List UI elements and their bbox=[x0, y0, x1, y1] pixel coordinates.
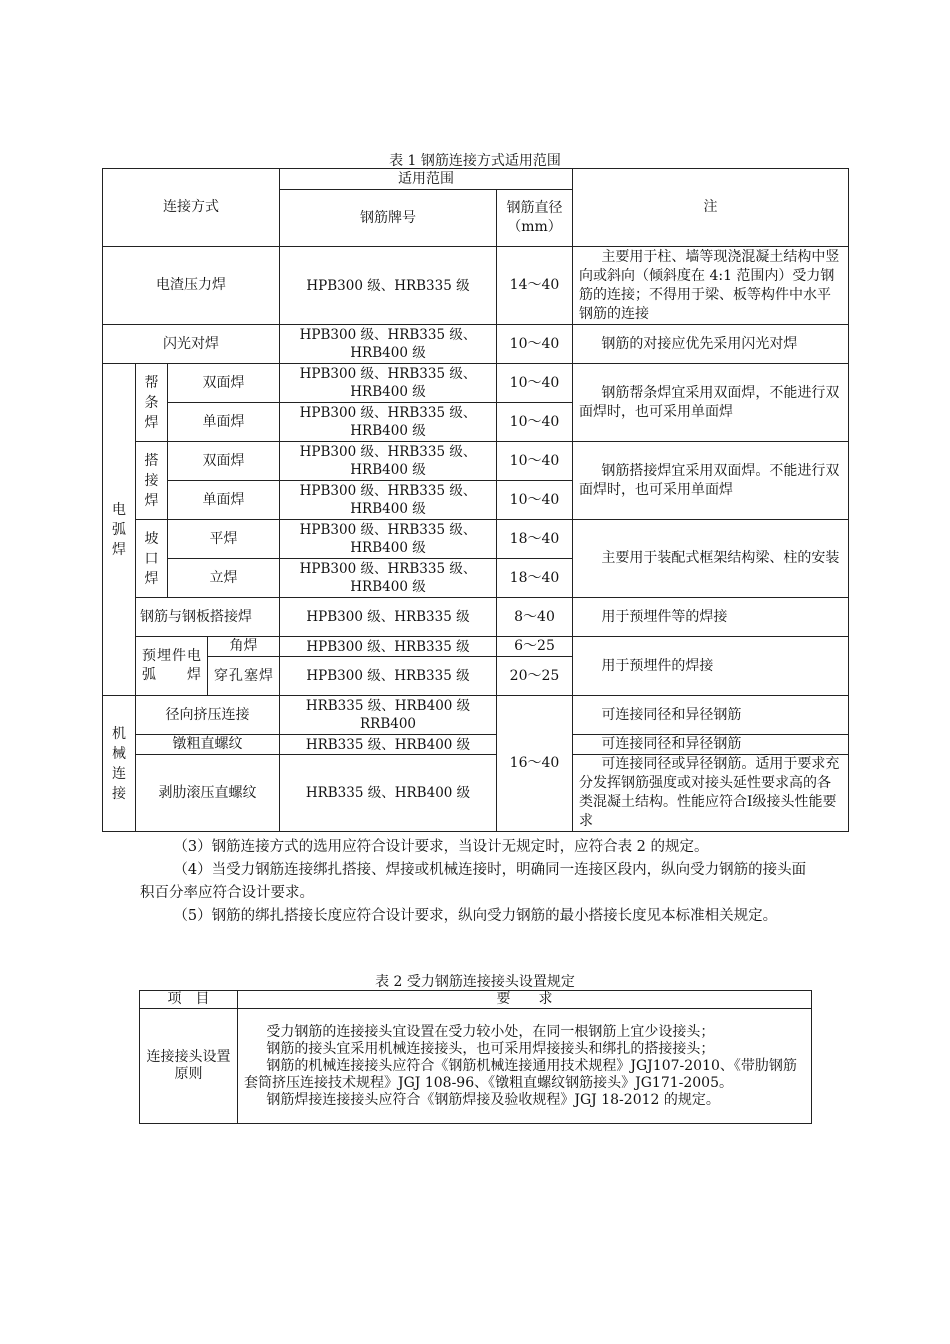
mech-dia: 16～40 bbox=[497, 696, 573, 832]
t2-header-req: 要 求 bbox=[238, 991, 812, 1009]
header-method: 连接方式 bbox=[103, 169, 280, 247]
embedded-fillet-dia: 6～25 bbox=[497, 637, 573, 657]
paragraphs bbox=[140, 836, 810, 928]
plate-grade: HPB300 级、HRB335 级 bbox=[280, 598, 497, 637]
joint-setting-table bbox=[139, 990, 812, 1124]
row-flash-grade: HPB300 级、HRB335 级、HRB400 级 bbox=[280, 325, 497, 364]
groove-flat-grade: HPB300 级、HRB335 级、HRB400 级 bbox=[280, 520, 497, 559]
row-electroslag-note: 主要用于柱、墙等现浇混凝土结构中竖向或斜向（倾斜度在 4:1 范围内）受力钢筋的连接；不得用于梁、板等构件中水平钢筋的连接 bbox=[573, 247, 849, 325]
rolled-grade: HRB335 级、HRB400 级 bbox=[280, 755, 497, 832]
lap-double-grade: HPB300 级、HRB335 级、HRB400 级 bbox=[280, 442, 497, 481]
helper-single-grade: HPB300 级、HRB335 级、HRB400 级 bbox=[280, 403, 497, 442]
t2-req-line-3: 钢筋的机械连接接头应符合《钢筋机械连接通用技术规程》JGJ107-2010、《带肋钢筋套筒挤压连接技术规程》JGJ 108-96、《镦粗直螺纹钢筋接头》JG171-2005。 bbox=[244, 1057, 797, 1091]
groove-flat: 平焊 bbox=[168, 520, 280, 559]
connection-methods-table bbox=[102, 168, 849, 832]
embedded-note: 用于预埋件的焊接 bbox=[573, 637, 849, 696]
t2-req-line-2: 钢筋的接头宜采用机械连接接头，也可采用焊接接头和绑扎的搭接接头； bbox=[266, 1040, 715, 1057]
helper-double-grade: HPB300 级、HRB335 级、HRB400 级 bbox=[280, 364, 497, 403]
embedded-fillet: 角焊 bbox=[208, 637, 280, 657]
helper-double-dia: 10～40 bbox=[497, 364, 573, 403]
lap-double-dia: 10～40 bbox=[497, 442, 573, 481]
rolled-label: 剥肋滚压直螺纹 bbox=[136, 755, 280, 832]
helper-single-dia: 10～40 bbox=[497, 403, 573, 442]
table1-caption: 表 1 钢筋连接方式适用范围 bbox=[389, 153, 561, 169]
t2-item: 连接接头设置原则 bbox=[140, 1009, 238, 1124]
helper-note: 钢筋帮条焊宜采用双面焊，不能进行双面焊时，也可采用单面焊 bbox=[573, 364, 849, 442]
header-grade: 钢筋牌号 bbox=[280, 190, 497, 247]
lap-single-dia: 10～40 bbox=[497, 481, 573, 520]
group-groove-label: 坡口焊 bbox=[136, 520, 168, 598]
t2-requirements bbox=[238, 1009, 812, 1124]
groove-flat-dia: 18～40 bbox=[497, 520, 573, 559]
groove-vertical: 立焊 bbox=[168, 559, 280, 598]
plate-note: 用于预埋件等的焊接 bbox=[573, 598, 849, 637]
lap-note: 钢筋搭接焊宜采用双面焊。不能进行双面焊时，也可采用单面焊 bbox=[573, 442, 849, 520]
upset-grade: HRB335 级、HRB400 级 bbox=[280, 735, 497, 755]
group-helper-label: 帮条焊 bbox=[136, 364, 168, 442]
embedded-label: 预埋件电弧焊 bbox=[136, 637, 208, 696]
plate-dia: 8～40 bbox=[497, 598, 573, 637]
groove-vertical-dia: 18～40 bbox=[497, 559, 573, 598]
paragraph-4: （4）当受力钢筋连接绑扎搭接、焊接或机械连接时，明确同一连接区段内，纵向受力钢筋的接头面积百分率应符合设计要求。 bbox=[140, 862, 807, 901]
row-flash-note: 钢筋的对接应优先采用闪光对焊 bbox=[573, 325, 849, 364]
embedded-plug-grade: HPB300 级、HRB335 级 bbox=[280, 657, 497, 696]
group-arc-label: 电弧焊 bbox=[103, 364, 136, 696]
helper-double: 双面焊 bbox=[168, 364, 280, 403]
table2-caption: 表 2 受力钢筋连接接头设置规定 bbox=[375, 974, 575, 990]
groove-note: 主要用于装配式框架结构梁、柱的安装 bbox=[573, 520, 849, 598]
rolled-note: 可连接同径或异径钢筋。适用于要求充分发挥钢筋强度或对接头延性要求高的各类混凝土结构。性能应符合Ⅰ级接头性能要求 bbox=[573, 755, 849, 832]
row-flash-label: 闪光对焊 bbox=[103, 325, 280, 364]
group-lap-label: 搭接焊 bbox=[136, 442, 168, 520]
t2-header-item: 项 目 bbox=[140, 991, 238, 1009]
t2-req-line-4: 钢筋焊接连接接头应符合《钢筋焊接及验收规程》JGJ 18-2012 的规定。 bbox=[266, 1091, 720, 1108]
embedded-plug: 穿孔塞焊 bbox=[208, 657, 280, 696]
helper-single: 单面焊 bbox=[168, 403, 280, 442]
upset-label: 镦粗直螺纹 bbox=[136, 735, 280, 755]
lap-double: 双面焊 bbox=[168, 442, 280, 481]
row-electroslag-grade: HPB300 级、HRB335 级 bbox=[280, 247, 497, 325]
row-electroslag-dia: 14～40 bbox=[497, 247, 573, 325]
embedded-plug-dia: 20～25 bbox=[497, 657, 573, 696]
lap-single: 单面焊 bbox=[168, 481, 280, 520]
radial-label: 径向挤压连接 bbox=[136, 696, 280, 735]
header-diameter: 钢筋直径（mm） bbox=[497, 190, 573, 247]
lap-single-grade: HPB300 级、HRB335 级、HRB400 级 bbox=[280, 481, 497, 520]
upset-note: 可连接同径和异径钢筋 bbox=[573, 735, 849, 755]
header-scope: 适用范围 bbox=[280, 169, 573, 190]
radial-note: 可连接同径和异径钢筋 bbox=[573, 696, 849, 735]
radial-grade: HRB335 级、HRB400 级 RRB400 bbox=[280, 696, 497, 735]
row-electroslag-label: 电渣压力焊 bbox=[103, 247, 280, 325]
plate-label: 钢筋与钢板搭接焊 bbox=[136, 598, 280, 637]
embedded-fillet-grade: HPB300 级、HRB335 级 bbox=[280, 637, 497, 657]
paragraph-5: （5）钢筋的绑扎搭接长度应符合设计要求，纵向受力钢筋的最小搭接长度见本标准相关规定。 bbox=[173, 908, 778, 924]
t2-req-line-1: 受力钢筋的连接接头宜设置在受力较小处，在同一根钢筋上宜少设接头； bbox=[266, 1023, 715, 1040]
header-note: 注 bbox=[573, 169, 849, 247]
row-flash-dia: 10～40 bbox=[497, 325, 573, 364]
groove-vertical-grade: HPB300 级、HRB335 级、HRB400 级 bbox=[280, 559, 497, 598]
group-mech-label: 机械连接 bbox=[103, 696, 136, 832]
paragraph-3: （3）钢筋连接方式的选用应符合设计要求，当设计无规定时，应符合表 2 的规定。 bbox=[173, 839, 709, 855]
